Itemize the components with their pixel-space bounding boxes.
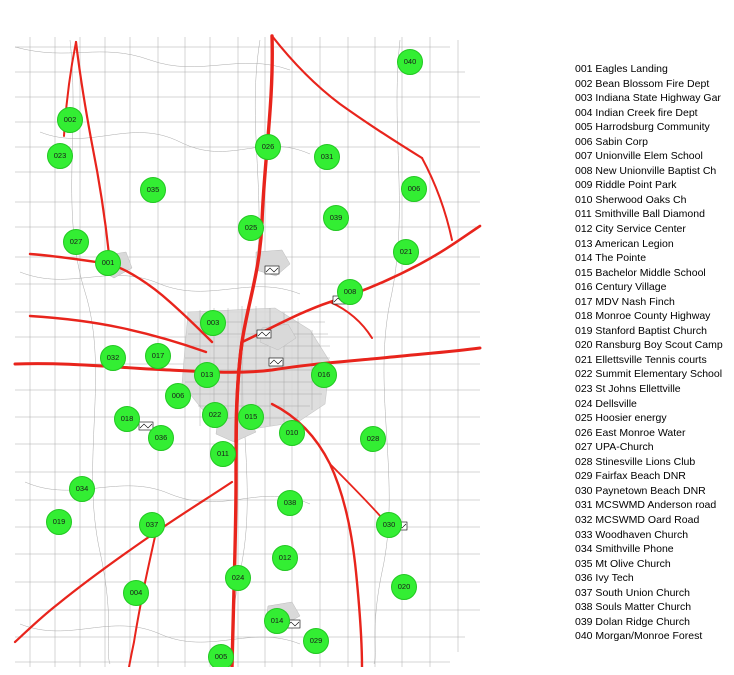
site-marker-label: 016: [317, 370, 331, 380]
site-marker-024[interactable]: [225, 565, 251, 591]
legend-item: 022 Summit Elementary School: [575, 368, 723, 381]
legend-item: 012 City Service Center: [575, 223, 686, 236]
site-marker-011[interactable]: [210, 441, 236, 467]
site-marker-label: 003: [206, 318, 220, 328]
legend-item: 034 Smithville Phone: [575, 543, 674, 556]
legend-item: 011 Smithville Ball Diamond: [575, 208, 705, 221]
legend-item: 036 Ivy Tech: [575, 572, 634, 585]
site-marker-label: 024: [231, 573, 245, 583]
site-marker-label: 002: [63, 115, 77, 125]
site-marker-019[interactable]: [46, 509, 72, 535]
site-marker-label: 036: [154, 433, 168, 443]
site-marker-017[interactable]: [145, 343, 171, 369]
map-panel[interactable]: [10, 12, 550, 667]
legend-item: 031 MCSWMD Anderson road: [575, 499, 717, 512]
site-marker-label: 013: [200, 370, 214, 380]
site-marker-label: 004: [129, 588, 143, 598]
site-marker-label: 032: [106, 353, 120, 363]
site-marker-023[interactable]: [47, 143, 73, 169]
site-marker-022[interactable]: [202, 402, 228, 428]
site-marker-003[interactable]: [200, 310, 226, 336]
site-marker-006[interactable]: [401, 176, 427, 202]
site-marker-label: 006: [407, 184, 421, 194]
site-marker-label: 025: [244, 223, 258, 233]
site-marker-038[interactable]: [277, 490, 303, 516]
site-marker-label: 015: [244, 412, 258, 422]
legend-item: 015 Bachelor Middle School: [575, 266, 706, 279]
site-marker-label: 005: [214, 652, 228, 662]
legend-item: 028 Stinesville Lions Club: [575, 455, 696, 468]
legend-item: 030 Paynetown Beach DNR: [575, 484, 706, 497]
legend-item: 008 New Unionville Baptist Ch: [575, 164, 717, 177]
site-marker-label: 039: [329, 213, 343, 223]
legend-item: 027 UPA-Church: [575, 441, 654, 454]
legend-item: 035 Mt Olive Church: [575, 557, 671, 570]
site-marker-025[interactable]: [238, 215, 264, 241]
site-marker-label: 001: [101, 258, 115, 268]
site-marker-020[interactable]: [391, 574, 417, 600]
site-marker-008[interactable]: [337, 279, 363, 305]
site-marker-label: 010: [285, 428, 299, 438]
legend-item: 001 Eagles Landing: [575, 63, 668, 75]
site-marker-002[interactable]: [57, 107, 83, 133]
site-marker-label: 034: [75, 484, 89, 494]
site-marker-040[interactable]: [397, 49, 423, 75]
legend-item: 026 East Monroe Water: [575, 426, 686, 439]
site-marker-label: 006: [171, 391, 185, 401]
legend-item: 039 Dolan Ridge Church: [575, 615, 690, 628]
legend-item: 037 South Union Church: [575, 586, 690, 599]
site-marker-label: 020: [397, 582, 411, 592]
site-marker-039[interactable]: [323, 205, 349, 231]
site-marker-021[interactable]: [393, 239, 419, 265]
site-marker-026[interactable]: [255, 134, 281, 160]
legend-item: 020 Ransburg Boy Scout Camp: [575, 339, 723, 352]
legend-item: 032 MCSWMD Oard Road: [575, 513, 700, 526]
legend-item: 007 Unionville Elem School: [575, 150, 703, 163]
legend-item: 004 Indian Creek fire Dept: [575, 106, 698, 119]
legend-item: 014 The Pointe: [575, 252, 647, 265]
legend-item: 029 Fairfax Beach DNR: [575, 470, 686, 483]
site-marker-027[interactable]: [63, 229, 89, 255]
site-marker-028[interactable]: [360, 426, 386, 452]
site-marker-label: 035: [146, 185, 160, 195]
site-marker-013[interactable]: [194, 362, 220, 388]
site-marker-label: 029: [309, 636, 323, 646]
legend-item: 002 Bean Blossom Fire Dept: [575, 77, 710, 90]
legend-item: 016 Century Village: [575, 281, 667, 294]
legend-item: 033 Woodhaven Church: [575, 528, 689, 541]
site-marker-005[interactable]: [208, 644, 234, 667]
legend-list: [575, 62, 730, 644]
site-marker-001[interactable]: [95, 250, 121, 276]
site-marker-label: 019: [52, 517, 66, 527]
site-marker-label: 030: [382, 520, 396, 530]
site-marker-035[interactable]: [140, 177, 166, 203]
site-marker-034[interactable]: [69, 476, 95, 502]
site-marker-label: 037: [145, 520, 159, 530]
legend-item: 018 Monroe County Highway: [575, 310, 711, 323]
legend-item: 025 Hoosier energy: [575, 412, 667, 425]
site-marker-032[interactable]: [100, 345, 126, 371]
site-marker-015[interactable]: [238, 404, 264, 430]
site-marker-label: 038: [283, 498, 297, 508]
site-marker-label: 011: [217, 449, 229, 459]
site-marker-031[interactable]: [314, 144, 340, 170]
legend-item: 038 Souls Matter Church: [575, 601, 692, 614]
site-marker-029[interactable]: [303, 628, 329, 654]
site-marker-label: 040: [403, 57, 417, 67]
site-marker-label: 031: [320, 152, 334, 162]
site-marker-label: 018: [120, 414, 134, 424]
legend-item: 010 Sherwood Oaks Ch: [575, 193, 687, 206]
legend-item: 017 MDV Nash Finch: [575, 295, 675, 308]
site-marker-016[interactable]: [311, 362, 337, 388]
legend-item: 013 American Legion: [575, 237, 674, 250]
legend-item: 023 St Johns Ellettville: [575, 383, 681, 396]
site-marker-label: 028: [366, 434, 380, 444]
site-marker-030[interactable]: [376, 512, 402, 538]
legend-item: 024 Dellsville: [575, 397, 637, 410]
legend-item: 009 Riddle Point Park: [575, 179, 677, 192]
site-marker-label: 023: [53, 151, 67, 161]
site-marker-label: 026: [261, 142, 275, 152]
site-marker-036[interactable]: [148, 425, 174, 451]
site-marker-018[interactable]: [114, 406, 140, 432]
site-marker-label: 022: [208, 410, 222, 420]
site-marker-label: 014: [270, 616, 284, 626]
legend-item: 019 Stanford Baptist Church: [575, 324, 707, 337]
site-marker-014[interactable]: [264, 608, 290, 634]
site-marker-012[interactable]: [272, 545, 298, 571]
site-marker-006[interactable]: [165, 383, 191, 409]
site-marker-label: 021: [399, 247, 413, 257]
site-marker-label: 012: [278, 553, 292, 563]
legend-item: 005 Harrodsburg Community: [575, 121, 710, 134]
legend-item: 021 Ellettsville Tennis courts: [575, 353, 707, 366]
legend-item: 003 Indiana State Highway Gar: [575, 92, 721, 105]
site-marker-label: 027: [69, 237, 83, 247]
legend-item: 006 Sabin Corp: [575, 135, 648, 148]
site-marker-010[interactable]: [279, 420, 305, 446]
legend-item: 040 Morgan/Monroe Forest: [575, 630, 703, 643]
site-marker-004[interactable]: [123, 580, 149, 606]
site-marker-label: 008: [343, 287, 357, 297]
site-marker-label: 017: [151, 351, 165, 361]
site-marker-037[interactable]: [139, 512, 165, 538]
